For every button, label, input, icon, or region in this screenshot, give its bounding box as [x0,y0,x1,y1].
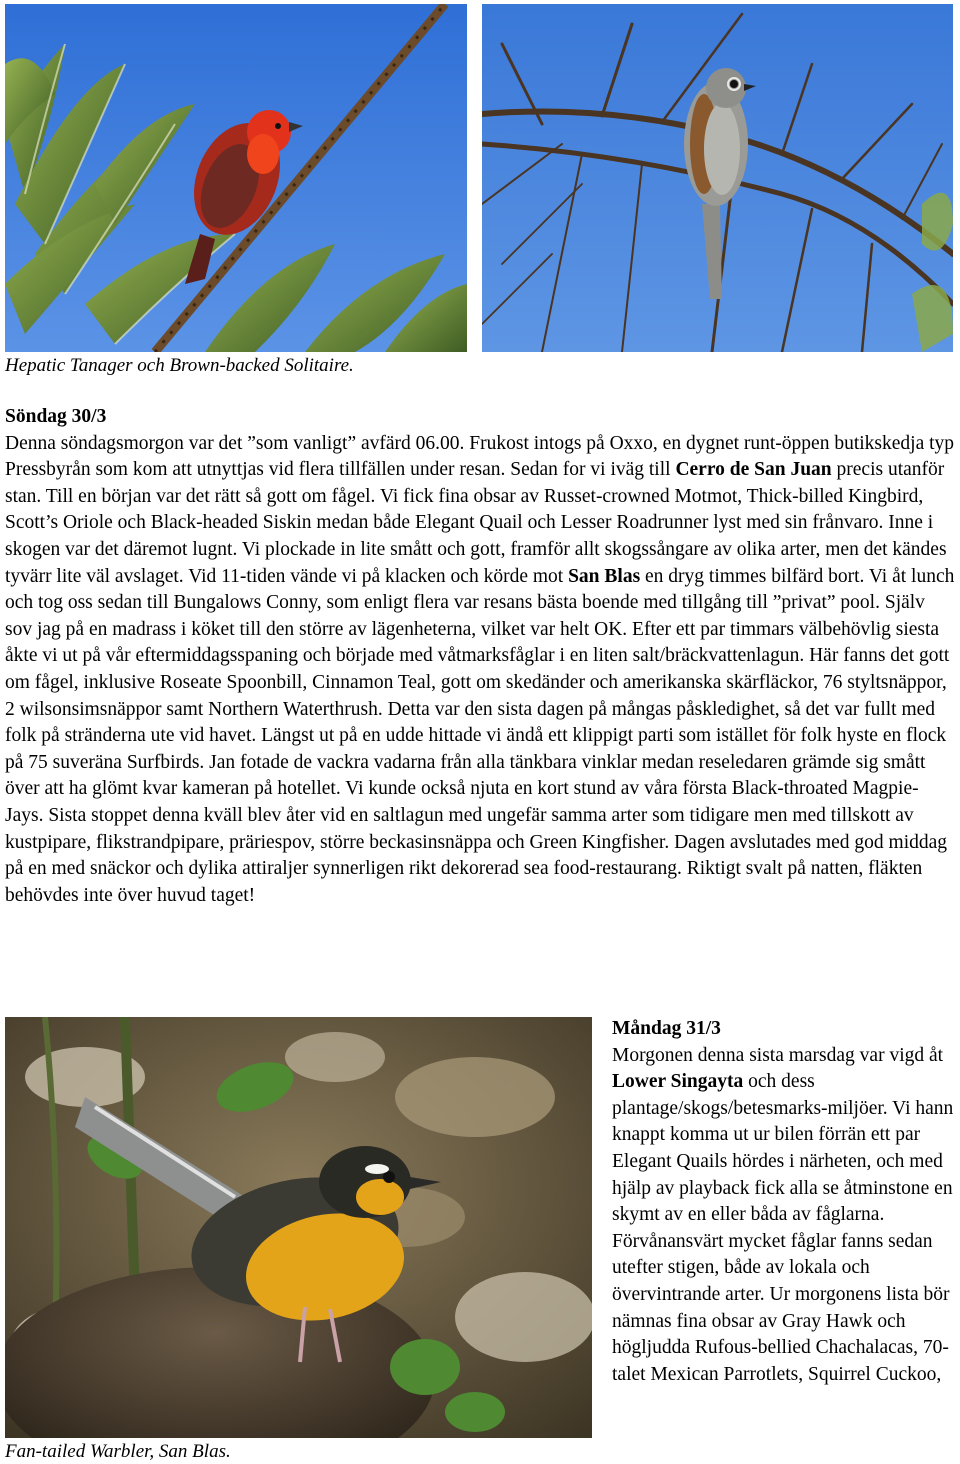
grey-bird-on-branch-icon [482,4,953,352]
photo-caption-bottom: Fan-tailed Warbler, San Blas. [5,1441,231,1462]
place-lower-singayta: Lower Singayta [612,1071,744,1093]
sunday-heading: Söndag 30/3 [5,406,107,427]
fan-tailed-warbler-photo [5,1017,592,1438]
sunday-section [5,404,955,909]
hepatic-tanager-photo [5,4,467,352]
brown-backed-solitaire-photo [482,4,953,352]
monday-body: Morgonen denna sista marsdag var vigd åt Lower Singayta och dess plantage/skogs/betesmarks-miljöer. Vi hann knappt komma ut ur bilen förrän ett par Elegant Quails hördes i närheten, och med hjälp av playback fick alla se åtminstone en skymt av en eller båda av fåglarna. Förvånansvärt mycket fåglar fanns sedan utefter stigen, både av lokala och övervintrande arter. Ur morgonens lista bör nämnas fina obsar av Gray Hawk och högljudda Rufous-bellied Chachalacas, 70-talet Mexican Parrotlets, Squirrel Cuckoo, [612,1044,954,1385]
red-bird-on-branch-icon [5,4,467,352]
sunday-body: Denna söndagsmorgon var det ”som vanligt” avfärd 06.00. Frukost intogs på Oxxo, en dygnet runt-öppen butikskedja typ Pressbyrån som kom att utnyttjas vid flera tillfällen under resan. Sedan for vi iväg till Cerro de San Juan precis utanför stan. Till en början var det rätt så gott om fågel. Vi fick fina obsar av Russet-crowned Motmot, Thick-billed Kingbird, Scott’s Oriole och Black-headed Siskin medan både Elegant Quail och Lesser Roadrunner lyst med sin frånvaro. Inne i skogen var det däremot lugnt. Vi plockade in lite smått och gott, framför allt skogssångare av olika arter, men det kändes tyvärr lite väl avslaget. Vid 11-tiden vände vi på klacken och körde mot San Blas en dryg timmes bilfärd bort. Vi åt lunch och tog oss sedan till Bungalows Conny, som enligt flera var resans bästa boende med tillgång till ”privat” pool. Själv sov jag på en madrass i köket till den större av lägenheterna, vilket var helt OK. Efter ett par timmars välbehövlig siesta åkte vi ut på vår eftermiddagsspaning och började med våtmarksfåglar i en liten salt/bräckvattenlagun. Här fanns det gott om fågel, inklusive Roseate Spoonbill, Cinnamon Teal, gott om skedänder och amerikanska skärfläckor, 76 styltsnäppor, 2 wilsonsimsnäppor samt Northern Waterthrush. Detta var den sista dagen på mångas påskledighet, så det var fullt med folk på stränderna ute vid havet. Längst ut på en udde hittade vi ändå ett klippigt parti som istället för folk hyste en flock på 75 suveräna Surfbirds. Jan fotade de vackra vadarna från alla tänkbara vinklar medan reseledaren grämde sig smått över att ha glömt kvar kameran på hotellet. Vi kunde också njuta en kort stund av våra första Black-throated Magpie-Jays. Sista stoppet denna kväll blev åter vid en saltlagun med ungefär samma arter som tidigare men med tillskott av kustpipare, flikstrandpipare, präriespov, större beckasinsnäppa och Green Kingfisher. Dagen avslutades med god middag på en med snäckor och dylika attiraljer synnerligen rikt dekorerad sea food-restaurang. Riktigt svalt på natten, fläkten behövdes inte över huvud taget! [5,432,955,906]
place-cerro-de-san-juan: Cerro de San Juan [675,459,832,481]
photo-caption-top: Hepatic Tanager och Brown-backed Solitaire. [5,355,354,376]
monday-heading: Måndag 31/3 [612,1018,721,1039]
yellow-breasted-warbler-icon [5,1017,592,1438]
monday-section [612,1016,958,1388]
place-san-blas: San Blas [568,565,641,587]
